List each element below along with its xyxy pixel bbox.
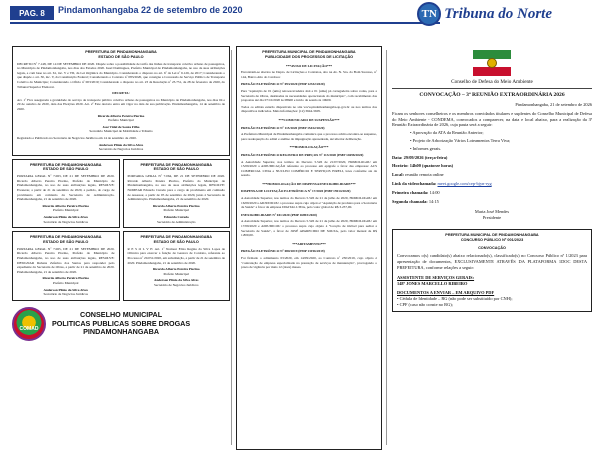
notice-signer2-role: Secretário de Negócios Jurídicos	[43, 292, 89, 297]
licitacao-intro: Encontram-se abertos no Depto. de Licitações e Contratos, sito na Av. N. Sra. do Bom Sucesso, nº 144, Bairro Alto do Cardoso:	[241, 70, 377, 79]
notice-text: R E S O L V E: Art. 1º Nomear Eliza Regina da Silva Lopes de Oliveira para exercer a função de Gestora de Contrato, referente ao Processo nº 20.031/2020, em substituição, a partir de 21 de setembro de 2020. Pindamonhangaba, 21 de setembro de 2020.	[127, 246, 225, 265]
meeting-time: Horário: 14h00 (quatorze horas)	[392, 163, 454, 169]
videocall-link[interactable]: meet.google.com/cep-bjyn-ryg	[437, 180, 492, 186]
notice-signer2-role: Secretário de Negócios Jurídicos	[153, 282, 199, 287]
notice-box	[12, 159, 120, 229]
page-header	[0, 0, 600, 46]
item-text: A Prefeitura Municipal de Pindamonhangaba comunica que o processo acima encontra-se suspenso, para readequação do edital e análise da impugnação apresentada, até ulterior deliberação.	[241, 132, 377, 141]
divider	[392, 88, 592, 89]
signer-name: Maria José Mendes	[474, 209, 510, 215]
decree-title: PREFEITURA DE PINDAMONHANGABA ESTADO DE SÃO PAULO	[85, 50, 157, 59]
notice-signer-role: Prefeito Municipal	[163, 208, 190, 213]
agenda-item: • Informes gerais.	[410, 145, 442, 151]
notice-signer2-name: Anderson Plínio da Silva Alves	[154, 278, 199, 283]
council-name: Conselho de Defesa do Meio Ambiente	[451, 79, 533, 85]
item-title: PREGÃO ELETRÔNICO Nº 093/2020 (PMP 12332/2020)	[241, 82, 325, 87]
comad-logo-icon	[12, 307, 46, 341]
notice-text: PORTARIA GERAL Nº 7.065, DE 21 DE SETEMBRO DE 2020. Ricardo Alberto Pereira Piorino, Prefeito do Município de Pindamonhangaba, no uso de suas atribuições legais, RESOLVE: DESIGNAR Rubens Zeferino dos Santos para responder pelo expediente da Secretaria de Obras, a partir de 21 de setembro de 2020. Pindamonhangaba, 21 de setembro de 2020.	[17, 246, 115, 274]
notice-signer-role: Prefeito Municipal	[52, 208, 79, 213]
meeting-place: Local: reunião remota online	[392, 172, 444, 178]
middle-column	[236, 46, 382, 450]
decree-signer2-role: Secretário Municipal de Mobilidade e Trânsito	[89, 129, 153, 134]
decree-signer3-name: Anderson Plínio da Silva Alves	[98, 142, 144, 147]
notice-text: PORTARIA GERAL Nº 7.064, DE 21 DE SETEMBRO DE 2020. Ricardo Alberto Pereira Piorino, Prefeito do Município de Pindamonhangaba, no uso de suas atribuições legais, RESOLVE: NOMEAR Eduardo Curado para o cargo de provimento em comissão de Assessor, a partir de 05 de setembro de 2020, junto à Secretaria de Administração. Pindamonhangaba, 21 de setembro de 2020.	[127, 174, 225, 202]
item-title: PREGÃO ELETRÔNICO Nº 080/2019 (PMP 13196/2019)	[241, 249, 325, 254]
item-text: A Autoridade Superior, nos termos do Decreto 5.526 de 21 de julho de 2020, HOMOLOGOU em 16/09/2020 a ADJUDICOU o processo supra cujo objeto é "Aquisição de produtos para a Secretaria de Saúde" a favor da empresa DIGITAL LTDA, pelo valor global de R$ 3.237,00.	[241, 196, 377, 210]
notice-signer-name: Ricardo Alberto Pereira Piorino	[42, 276, 90, 281]
right-column	[392, 46, 592, 450]
notice-signer2-role: Secretário de Administração	[157, 219, 196, 224]
notice-title: PREFEITURA DE PINDAMONHANGABA ESTADO DE SÃO PAULO	[29, 162, 102, 172]
brand-name: Tribuna do Norte	[444, 5, 552, 22]
notice-box	[123, 231, 231, 301]
left-column	[12, 46, 230, 450]
role-title: ASSISTENTE DE SERVIÇOS GERAIS:	[397, 274, 475, 280]
decree-signer-role: Prefeito Municipal	[108, 118, 134, 123]
item-title: PREGÃO ELETRÔNICO Nº 115/2020 (PMP 15432/2020)	[241, 125, 325, 130]
convocation-intro: Ficam os senhores conselheiros e os membros convidados titulares e suplentes do Conselho Municipal de Defesa do Meio Ambiente - CONDEMA, convocados a comparecer, na data e local abaixo, para a realização da 3ª Reunião Extraordinária de 2026, cuja pauta será a seguir:	[392, 110, 592, 128]
item-text: A Autoridade Superior, nos termos do Decreto 5.526 de 21/07/2020, HOMOLOGOU em 15/09/2020 a ADJUDICAÇÃO referente ao processo em epígrafe a favor das empresas: ACS COMERCIAL LTDA e NUCLEO COMÉRCIO E SERVIÇOS EIRELI, lotes conforme ata da sessão.	[241, 159, 377, 178]
item-text: Foi firmado o aditamento 03/2020, em 14/09/2020, ao Contrato nº 230/2019, cujo objeto é "contratação de empresa especializada na prestação de serviços de manutenção", prorrogando o prazo de vigência por mais 12 (doze) meses.	[241, 256, 377, 270]
item-title: INEXIGIBILIDADE Nº 041/2020 (PMP 16893/2020)	[241, 212, 317, 217]
location-date: Pindamonhangaba, 21 de setembro de 2026	[515, 102, 592, 107]
tribuna-logo-icon: TN	[417, 2, 441, 26]
licitacao-title: PREFEITURA MUNICIPAL DE PINDAMONHANGABA PUBLICIDADE DOS PROCESSOS DE LICITAÇÃO	[262, 50, 356, 59]
decree-text: DECRETO Nº 7.148, DE 14 DE SETEMBRO DE 2020. Dispõe sobre a possibilidade de tarifa das linhas de transporte coletivo urbano de passageiros, no Município de Pindamonhangaba, nos dias dos Estados 2020. Isael Domingues, Prefeito Municipal de Pindamonhangaba, no uso de suas atribuições legais, e com base no art. 61, inc. V e VII, da Lei Orgânica do Município. Considerando o disposto no art. 6º da Lei nº 6.126, de 2017; Considerando o que dispõe o art. 30, inc. V, da Constituição Federal; Considerando o Contrato nº 083/2020, que consigna a Concessão de Serviço Público de Transporte Coletivo do Município; Considerando o Ofício nº 003/2019; Considerando o disposto no art. 23 da Resolução nº 23.751, de 28 de fevereiro de 2020, do Tribunal Superior Eleitoral.	[17, 61, 225, 89]
item-text: Todos os editais estarão disponíveis no site www.pindamonhangaba.sp.gov.br ou nos termos dos dispositivos indicados. Mais informações: (12) 3644-5605.	[241, 104, 377, 114]
section-suspensao: ***COMUNICADO DE SUSPENSÃO***	[278, 117, 340, 122]
notice-signer-name: Ricardo Alberto Pereira Piorino	[152, 267, 200, 272]
first-call: Primeira chamada: 14:00	[392, 189, 440, 195]
meeting-link: Link da videochamada: meet.google.com/cep-bjyn-ryg	[392, 180, 492, 186]
item-text: A Autoridade Superior, nos termos do Decreto 5.526 de 21 de julho de 2020, HOMOLOGOU em 17/09/2020 e ADJUDICOU o processo supra cujo objeto é "locação de imóvel para sediar a Secretaria de Saúde", a favor de JOSÉ APARECIDO DE SOUZA, pelo valor mensal de R$ 1.800,00.	[241, 219, 377, 238]
item-title: DISPENSA DE LICITAÇÃO ELETRÔNICA Nº 17/2020 (PMP 15914/2020)	[241, 189, 351, 194]
comad-logo-text: COMAD	[19, 325, 39, 332]
newspaper-brand	[417, 2, 552, 26]
section-aviso: ***AVISO DE LICITAÇÃO***	[285, 63, 333, 68]
document-item: • Cédula de Identidade – RG (não pode ser substituído por CNH);	[397, 296, 513, 302]
condema-notice	[392, 50, 592, 221]
decree-decreta: DECRETA:	[112, 91, 130, 96]
decree-signer3-role: Secretário de Negócios Jurídicos	[98, 147, 144, 152]
council-ad-line: PINDAMONHANGABA	[83, 327, 160, 336]
notice-box	[12, 231, 120, 301]
notice-title: PREFEITURA DE PINDAMONHANGABA ESTADO DE SÃO PAULO	[140, 162, 213, 172]
second-call: Segunda chamada: 14:15	[392, 198, 439, 204]
decree-signer2-name: José Vidal de Souza Filho	[102, 124, 140, 129]
concurso-box	[392, 229, 592, 312]
column-divider	[386, 50, 387, 445]
notice-signer2-name: Anderson Plínio da Silva Alves	[43, 215, 88, 220]
notice-signer-name: Ricardo Alberto Pereira Piorino	[42, 203, 90, 208]
column-divider	[231, 50, 232, 445]
agenda-item: • Projeto de Arborização Vários Loteamentos Terra Viva;	[410, 137, 511, 143]
council-ad-text	[52, 311, 190, 337]
agenda-list	[392, 130, 592, 151]
notices-grid	[12, 159, 230, 301]
notice-box	[123, 159, 231, 229]
meeting-date: Data: 29/09/2026 (terça-feira)	[392, 154, 448, 160]
section-homologacao: ***HOMOLOGAÇÃO***	[289, 145, 329, 150]
notice-signer2-role: Secretário de Negócios Jurídicos	[43, 219, 89, 224]
decree-articles: Art. 1º Fica assegurada a gratuidade do serviço de transporte público coletivo urbano de passageiros no Município de Pindamonhangaba, nos dias 04 e 29 de outubro de 2020, data das Eleições 2020. Art. 2º Este decreto entra em vigor na data de sua publicação. Pindamonhangaba, 14 de setembro de 2020.	[17, 97, 225, 111]
concurso-text: Convocamos o(s) candidato(s) abaixo relacionado(s), classificado(s) no Concurso Público nº 1/2023 para apresentação de documentos, EXCLUSIVAMENTE ATRAVÉS DA PLATAFORMA 1DOC DESTA PREFEITURA, conforme relações a seguir:	[397, 253, 587, 270]
decree-box	[12, 46, 230, 156]
signer-role: Presidente	[482, 215, 502, 221]
page-number-badge: PAG. 8	[10, 6, 54, 20]
notice-signer-name: Ricardo Alberto Pereira Piorino	[152, 203, 200, 208]
section-aditamento: ***ADITAMENTO***	[292, 241, 326, 246]
council-advertisement	[12, 305, 230, 341]
notice-signer-role: Prefeito Municipal	[163, 271, 190, 276]
item-text: Para "aquisição de 01 (uma) retroescavadeira 4x4 e 01 (uma) pá carregadeira sobre rodas, para a Secretaria de Obras, destinadas às necessidades operacionais do município", com recebimento das propostas até dia 07/10/2020 às 08h00 e início da sessão às 10h00.	[241, 88, 377, 103]
agenda-item: • Aprovação da ATA da Reunião Anterior;	[410, 130, 484, 136]
concurso-subtitle: CONCURSO PÚBLICO Nº 001/2023	[460, 237, 524, 242]
notice-signer2-name: Eduardo Curado	[163, 215, 189, 220]
section-homologacao-dispensa: ***HOMOLOGAÇÃO DE DISPENSA/INEXIGIBILIDADE***	[262, 181, 356, 186]
notice-signer-role: Prefeito Municipal	[52, 280, 79, 285]
notice-text: PORTARIA GERAL Nº 7.063, DE 21 DE SETEMBRO DE 2020. Ricardo Alberto Pereira Piorino, Prefeito do Município de Pindamonhangaba, no uso de suas atribuições legais, RESOLVE: Exonerar, a partir de 21 de setembro de 2020, a pedido, do cargo de provimento em comissão da Secretaria de Administração. Pindamonhangaba, 21 de setembro de 2020.	[17, 174, 115, 202]
notice-signer2-name: Anderson Plínio da Silva Alves	[43, 287, 88, 292]
licitacao-box	[236, 46, 382, 450]
header-rule	[10, 22, 440, 24]
item-title: PREGÃO ELETRÔNICO REGISTRO DE PREÇOS Nº 113/2020 (PMP 14698/2020)	[241, 152, 364, 157]
header-date-line: Pindamonhangaba 22 de setembro de 2020	[58, 5, 243, 15]
documents-title: DOCUMENTOS A ENVIAR – EM ARQUIVO PDF	[397, 290, 495, 296]
document-item: • CPF (caso não conste no RG);	[397, 301, 453, 307]
candidate-line: 148º JONES MARCELLO RIBEIRO	[397, 280, 468, 286]
convocation-heading: CONVOCAÇÃO – 3ª REUNIÃO EXTRAORDINÁRIA 2026	[419, 92, 565, 98]
concurso-heading: CONVOCAÇÃO	[478, 245, 506, 250]
notice-title: PREFEITURA DE PINDAMONHANGABA ESTADO DE SÃO PAULO	[29, 235, 102, 245]
notice-title: PREFEITURA DE PINDAMONHANGABA ESTADO DE SÃO PAULO	[140, 235, 213, 245]
council-ad-line: POLITICAS PUBLICAS SOBRE DROGAS	[52, 318, 191, 328]
council-ad-line: CONSELHO MUNICIPAL	[80, 310, 163, 319]
concurso-title: PREFEITURA MUNICIPAL DE PINDAMONHANGABA	[445, 232, 539, 237]
decree-registration: Registrado e Publicado na Secretaria de Negócios Jurídicos em 14 de setembro de 2020.	[17, 135, 137, 140]
decree-signer-name: Ricardo Alberto Pereira Piorino	[97, 113, 145, 118]
municipal-flag-icon	[473, 50, 511, 76]
